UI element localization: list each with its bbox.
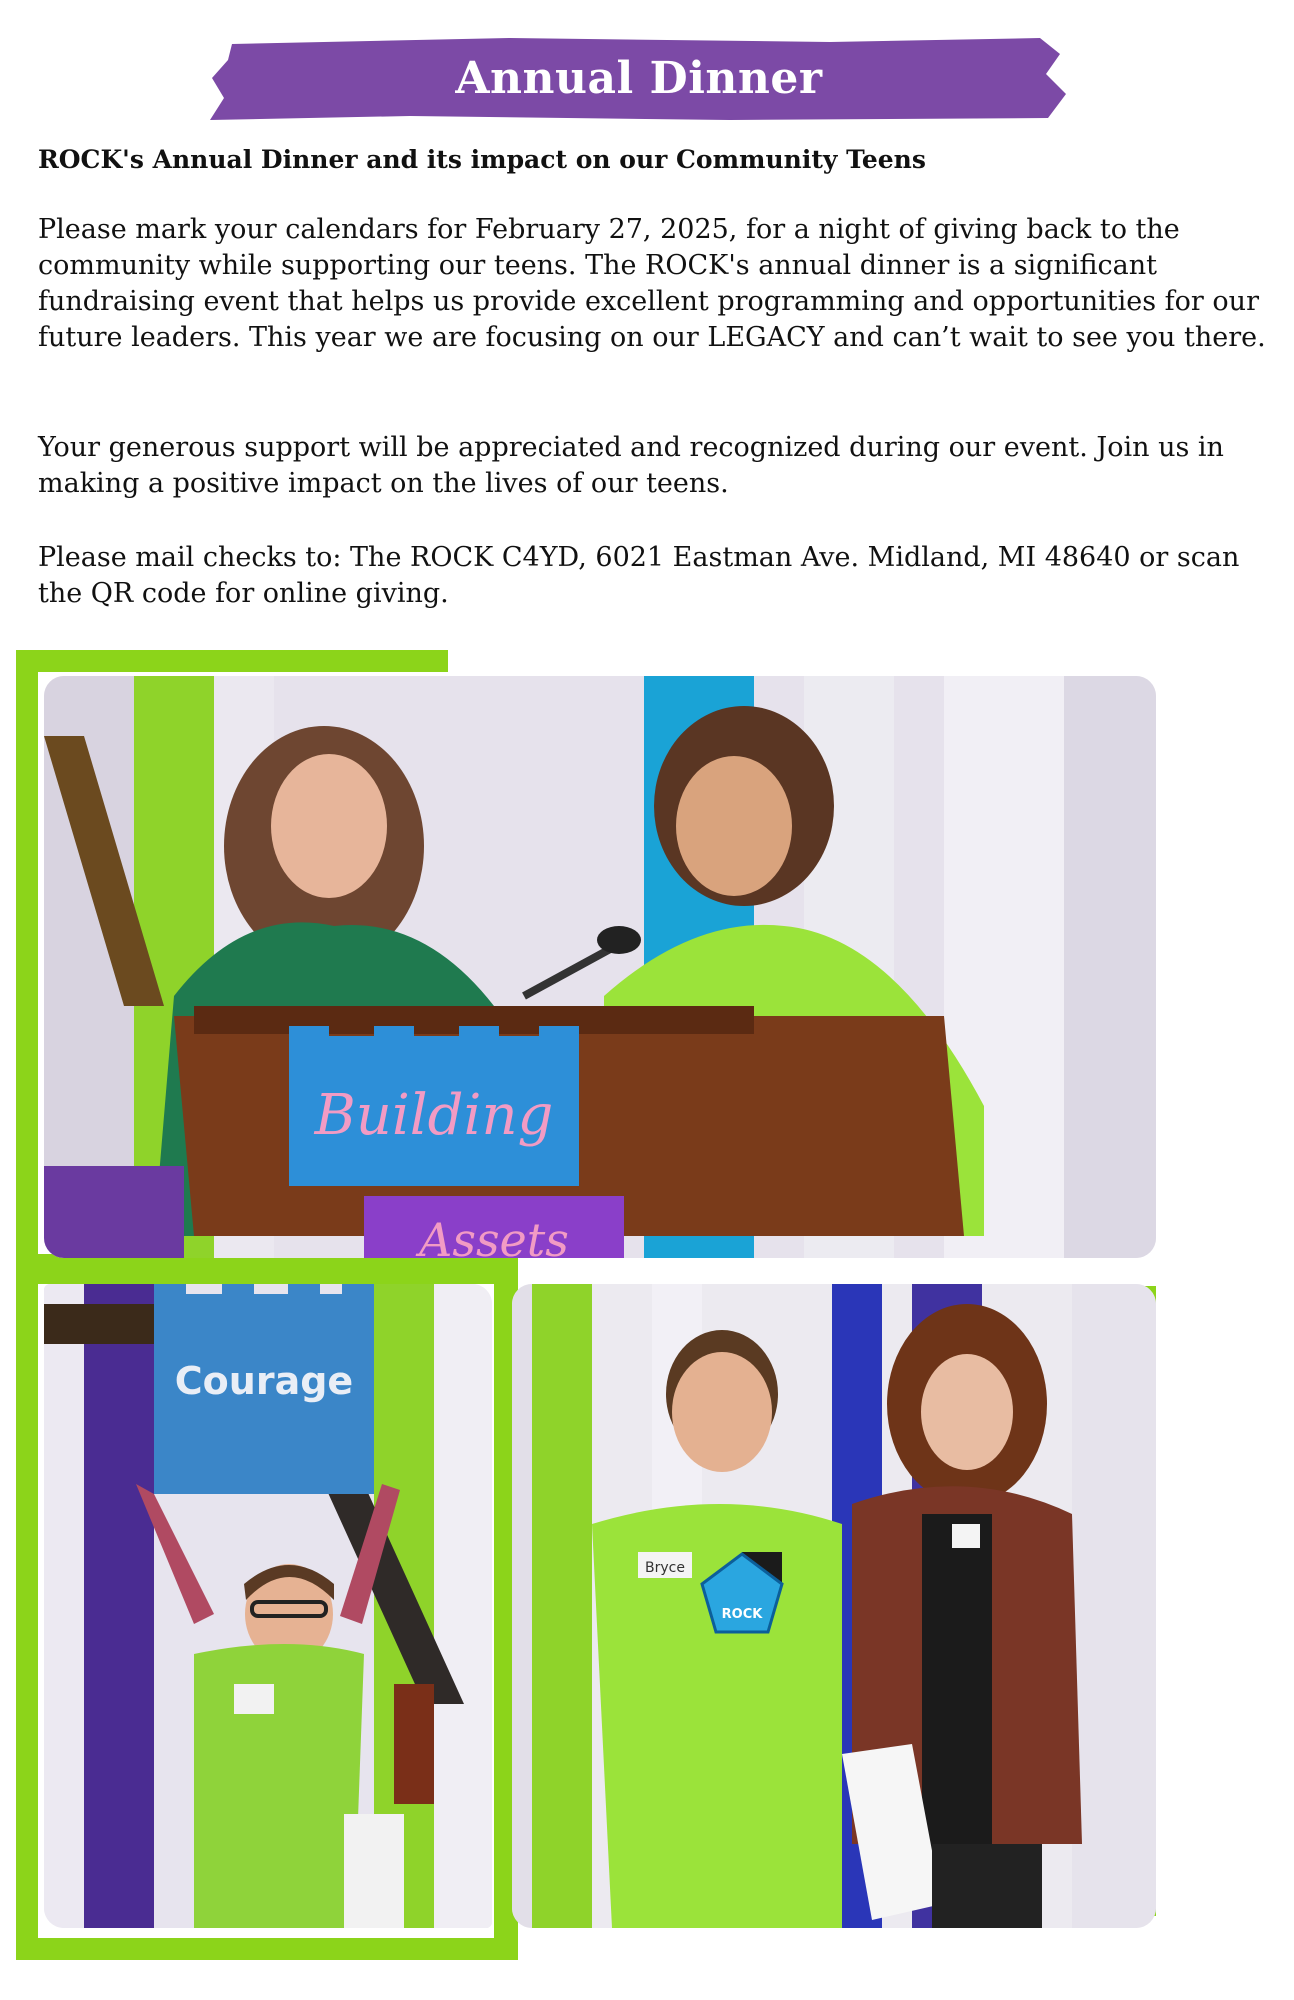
photo-award-presentation	[512, 1284, 1156, 1928]
assets-sign-text: Assets	[419, 1213, 569, 1258]
green-frame-middle	[16, 1254, 516, 1284]
green-frame-left	[16, 650, 38, 1960]
courage-sign-text: Courage	[174, 1359, 354, 1403]
article-heading: ROCK's Annual Dinner and its impact on our Community Teens	[38, 145, 926, 174]
award-text: ROCK	[721, 1607, 763, 1622]
building-sign-text: Building	[314, 1083, 554, 1148]
green-frame-bottom	[16, 1938, 516, 1960]
green-frame-top	[16, 650, 448, 672]
photo-podium-speech	[44, 676, 1156, 1258]
paragraph-support: Your generous support will be appreciated and recognized during our event. Join us in making a positive impact on the lives of our teens.	[38, 432, 1224, 499]
name-tag-text: Bryce	[645, 1560, 685, 1576]
page-title: Annual Dinner	[455, 52, 823, 104]
paragraph-dinner-date: Please mark your calendars for February 27, 2025, for a night of giving back to the community while supporting our teens. The ROCK's annual dinner is a significant fundraising event that helps us provide excellent programming and opportunities for our future leaders. This year we are focusing on our LEGACY and can’t wait to see you there.	[38, 214, 1266, 353]
title-banner	[210, 34, 1068, 122]
photo-courage-sign	[44, 1284, 492, 1928]
paragraph-mail-checks: Please mail checks to: The ROCK C4YD, 6021 Eastman Ave. Midland, MI 48640 or scan the QR code for online giving.	[38, 542, 1240, 609]
